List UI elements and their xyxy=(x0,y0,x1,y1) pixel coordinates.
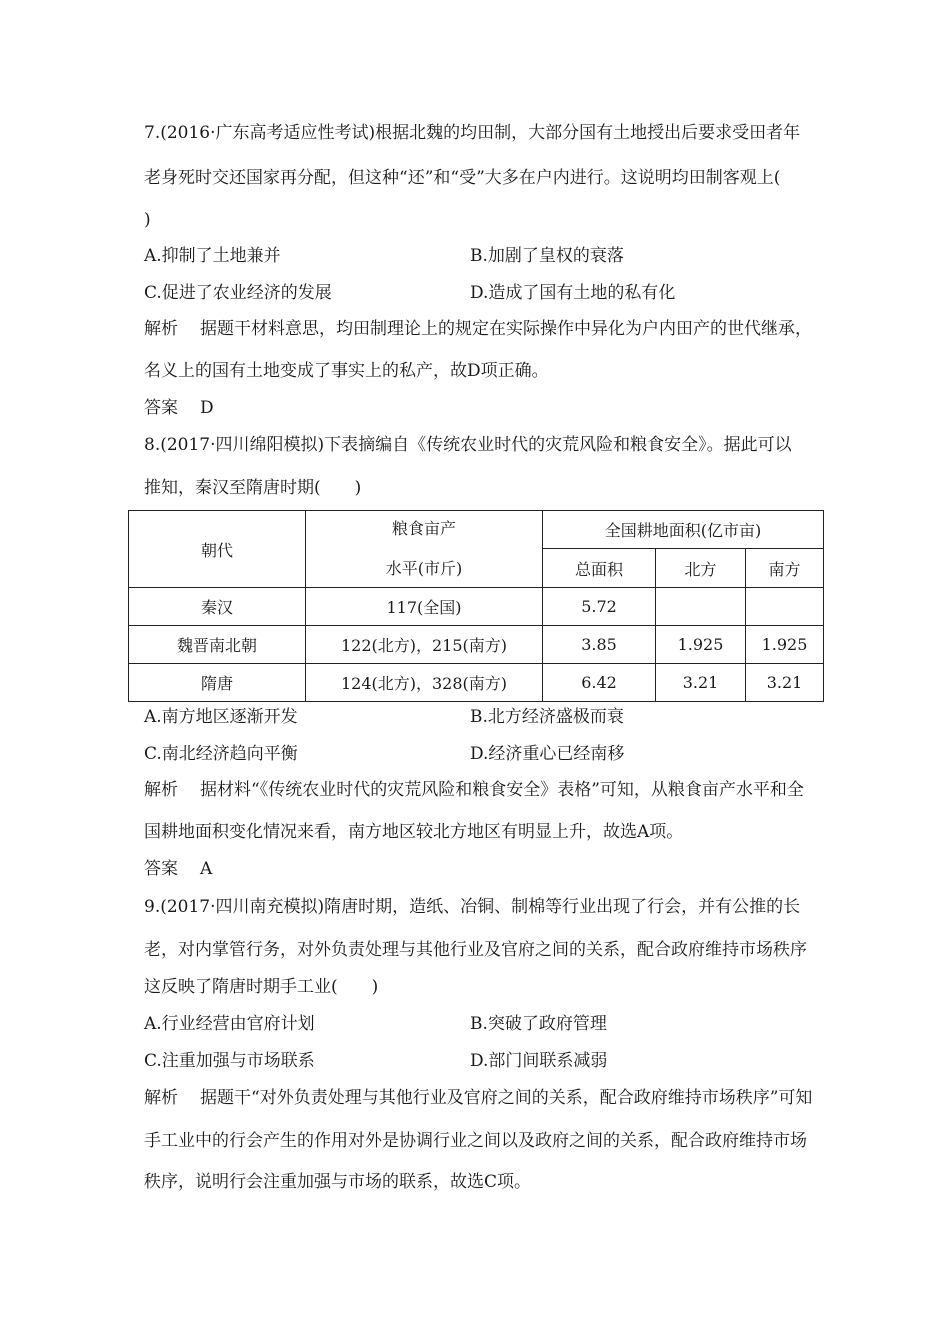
q9-analysis-label: 解析 xyxy=(144,1088,178,1108)
q7-analysis-text-1: 据题干材料意思，均田制理论上的规定在实际操作中异化为户内田产的世代继承， xyxy=(200,319,812,339)
q8-data-table xyxy=(128,510,824,702)
table-cell-north: 1.925 xyxy=(656,626,746,664)
table-header-area: 全国耕地面积(亿市亩) xyxy=(543,511,824,549)
q8-option-c: C.南北经济趋向平衡 xyxy=(144,744,298,764)
table-header-dynasty: 朝代 xyxy=(129,511,306,588)
q8-stem-line-2: 推知，秦汉至隋唐时期( ) xyxy=(144,478,362,498)
q8-answer-label: 答案 xyxy=(144,859,178,879)
q9-analysis-line-3: 秩序，说明行会注重加强与市场的联系，故选C项。 xyxy=(144,1172,532,1192)
table-cell-total: 5.72 xyxy=(543,588,656,626)
table-header-total: 总面积 xyxy=(543,549,656,588)
q7-analysis-line-2: 名义上的国有土地变成了事实上的私产，故D项正确。 xyxy=(144,361,549,381)
table-header-south: 南方 xyxy=(746,549,824,588)
q7-option-b: B.加剧了皇权的衰落 xyxy=(470,246,624,266)
q8-option-b: B.北方经济盛极而衰 xyxy=(470,707,624,727)
table-cell-dynasty: 隋唐 xyxy=(129,664,306,702)
q8-option-a: A.南方地区逐渐开发 xyxy=(144,707,298,727)
q7-option-d: D.造成了国有土地的私有化 xyxy=(470,283,676,303)
table-header-yield-line-1: 粮食亩产 xyxy=(391,519,456,538)
table-cell-yield: 117(全国) xyxy=(306,588,543,626)
q9-option-b: B.突破了政府管理 xyxy=(470,1014,607,1034)
q7-option-c: C.促进了农业经济的发展 xyxy=(144,283,332,303)
table-header-yield-line-2: 水平(市斤) xyxy=(385,559,463,578)
table-header-yield xyxy=(306,511,543,588)
table-cell-total: 6.42 xyxy=(543,664,656,702)
table-cell-north xyxy=(656,588,746,626)
q7-stem-line-1: 7.(2016·广东高考适应性考试)根据北魏的均田制，大部分国有土地授出后要求受田者年 xyxy=(144,123,801,143)
q9-analysis-line-2: 手工业中的行会产生的作用对外是协调行业之间以及政府之间的关系，配合政府维持市场 xyxy=(144,1131,807,1151)
q7-answer-value: D xyxy=(200,398,214,418)
q8-stem-line-1: 8.(2017·四川绵阳模拟)下表摘编自《传统农业时代的灾荒风险和粮食安全》。据此可以 xyxy=(144,435,792,455)
q7-analysis-line-1 xyxy=(144,318,812,340)
q7-option-a: A.抑制了土地兼并 xyxy=(144,246,281,266)
q7-answer xyxy=(144,397,214,419)
table-cell-yield: 124(北方)，328(南方) xyxy=(306,664,543,702)
table-cell-south: 3.21 xyxy=(746,664,824,702)
q9-stem-line-2: 老，对内掌管行务，对外负责处理与其他行业及官府之间的关系，配合政府维持市场秩序 xyxy=(144,940,807,960)
q9-option-a: A.行业经营由官府计划 xyxy=(144,1014,315,1034)
table-row xyxy=(129,664,824,702)
table-row xyxy=(129,626,824,664)
table-cell-dynasty: 魏晋南北朝 xyxy=(129,626,306,664)
q9-option-c: C.注重加强与市场联系 xyxy=(144,1051,315,1071)
table-header-north: 北方 xyxy=(656,549,746,588)
q8-answer xyxy=(144,858,212,880)
q8-analysis-line-2: 国耕地面积变化情况来看，南方地区较北方地区有明显上升，故选A项。 xyxy=(144,822,684,842)
table-cell-yield: 122(北方)，215(南方) xyxy=(306,626,543,664)
q9-option-d: D.部门间联系减弱 xyxy=(470,1051,608,1071)
q7-stem-line-3: ) xyxy=(144,210,151,230)
table-row xyxy=(129,588,824,626)
table-cell-south xyxy=(746,588,824,626)
q9-stem-line-1: 9.(2017·四川南充模拟)隋唐时期，造纸、冶铜、制棉等行业出现了行会，并有公推的长 xyxy=(144,897,801,917)
table-cell-south: 1.925 xyxy=(746,626,824,664)
q9-stem-line-3: 这反映了隋唐时期手工业( ) xyxy=(144,977,379,997)
q8-analysis-text-1: 据材料“《传统农业时代的灾荒风险和粮食安全》表格”可知，从粮食亩产水平和全 xyxy=(200,780,804,800)
q7-analysis-label: 解析 xyxy=(144,319,178,339)
q8-option-d: D.经济重心已经南移 xyxy=(470,744,625,764)
table-cell-dynasty: 秦汉 xyxy=(129,588,306,626)
table-cell-north: 3.21 xyxy=(656,664,746,702)
q8-analysis-line-1 xyxy=(144,779,804,801)
q9-analysis-text-1: 据题干“对外负责处理与其他行业及官府之间的关系，配合政府维持市场秩序”可知 xyxy=(200,1088,813,1108)
q8-answer-value: A xyxy=(200,859,213,879)
q7-stem-line-2: 老身死时交还国家再分配，但这种“还”和“受”大多在户内进行。这说明均田制客观上( xyxy=(144,168,781,188)
q7-answer-label: 答案 xyxy=(144,398,178,418)
q9-analysis-line-1 xyxy=(144,1087,812,1109)
table-cell-total: 3.85 xyxy=(543,626,656,664)
q8-analysis-label: 解析 xyxy=(144,780,178,800)
